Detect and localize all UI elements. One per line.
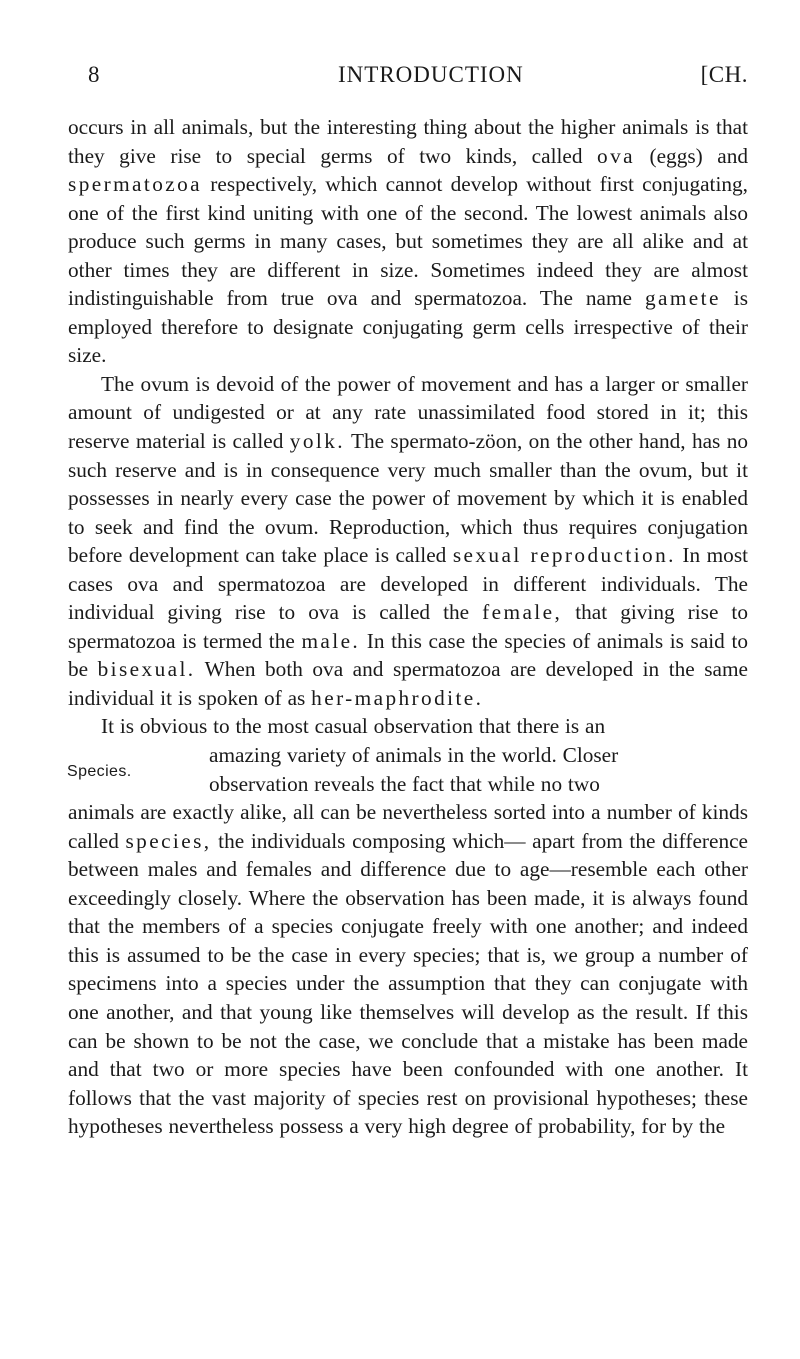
text-run: occurs in all animals, but the interesting thing about the higher animals is that they give rise to special germs of two kinds, called [68, 115, 748, 168]
margin-note-species: Species. [67, 763, 132, 781]
text-run: The spermato-zöon, on the other hand, has no such reserve and is in consequence very much smaller than the ovum, but it possesses in nearly every case the power of movement by which it is enabled to seek and find the ovum. Reproduction, which thus requires conjugation before development can take place is called [68, 429, 748, 568]
text-run: In most cases ova and spermatozoa are developed in different individuals. The individual giving rise to ova is called the [68, 543, 749, 625]
text-run: It is obvious to the most casual observation that there is an [101, 714, 606, 739]
term-gamete: gamete [644, 286, 721, 311]
chapter-marker: [CH. [700, 62, 748, 87]
text-run: (eggs) and [649, 143, 749, 168]
text-run: amazing variety of animals in the world. Closer [209, 743, 619, 768]
text-run: respectively, which cannot develop without first conjugating, one of the first kind uniting with one of the second. The lowest animals also produce such germs in many cases, but sometimes they are all alike and at other times they are different in size. Sometimes indeed they are almost indistinguishable from true ova and spermatozoa. The name [68, 172, 749, 311]
term-spermatozoa: spermatozoa [68, 172, 203, 197]
text-run: animals are exactly alike, all can be nevertheless sorted into a number of kinds called [68, 800, 748, 853]
species-first-line [68, 712, 748, 741]
paragraph-gametes [68, 113, 748, 370]
term-male: male. [301, 628, 361, 653]
term-sexual-reproduction: sexual reproduction. [452, 543, 676, 568]
text-run: observation reveals the fact that while no two [209, 771, 600, 796]
text-run: In this case the species of animals is said to be [68, 628, 749, 682]
paragraph-ovum [68, 370, 748, 713]
running-head [68, 62, 748, 102]
body-text [68, 113, 748, 1141]
term-yolk: yolk. [289, 429, 345, 454]
term-female: female, [482, 600, 563, 625]
term-ova: ova [597, 143, 635, 168]
species-continuation [68, 798, 748, 1141]
page-number: 8 [88, 62, 100, 87]
text-run: The ovum is devoid of the power of movement and has a larger or smaller amount of undigested or at any rate unassimilated food stored in it; this reserve material is called [68, 371, 748, 454]
text-run: is employed therefore to designate conjugating germ cells irrespective of their size. [68, 286, 748, 368]
text-run: that giving rise to spermatozoa is termed the [68, 600, 748, 653]
paragraph-species [68, 712, 748, 1140]
text-run: the individuals composing which— apart from the difference between males and females and difference due to age—resemble each other exceedingly closely. Where the observation has been made, it is always found that the members of a species conjugate freely with one another; and indeed this is assumed to be the case in every species; that is, we group a number of specimens into a species under the assumption that they can conjugate with one another, and that young like themselves will develop as the result. If this can be shown to be not the case, we conclude that a mistake has been made and that two or more species have been confounded with one another. It follows that the vast majority of species rest on provisional hypotheses; these hypotheses nevertheless possess a very high degree of probability, for by the [68, 828, 748, 1139]
term-bisexual: bisexual. [97, 657, 196, 682]
book-page [68, 62, 748, 1141]
term-hermaphrodite: her-maphrodite. [311, 685, 484, 710]
term-species: species, [125, 828, 212, 853]
text-run: When both ova and spermatozoa are developed in the same individual it is spoken of as [68, 657, 748, 710]
species-wrapped-lines [68, 741, 748, 798]
running-title: INTRODUCTION [338, 62, 524, 87]
